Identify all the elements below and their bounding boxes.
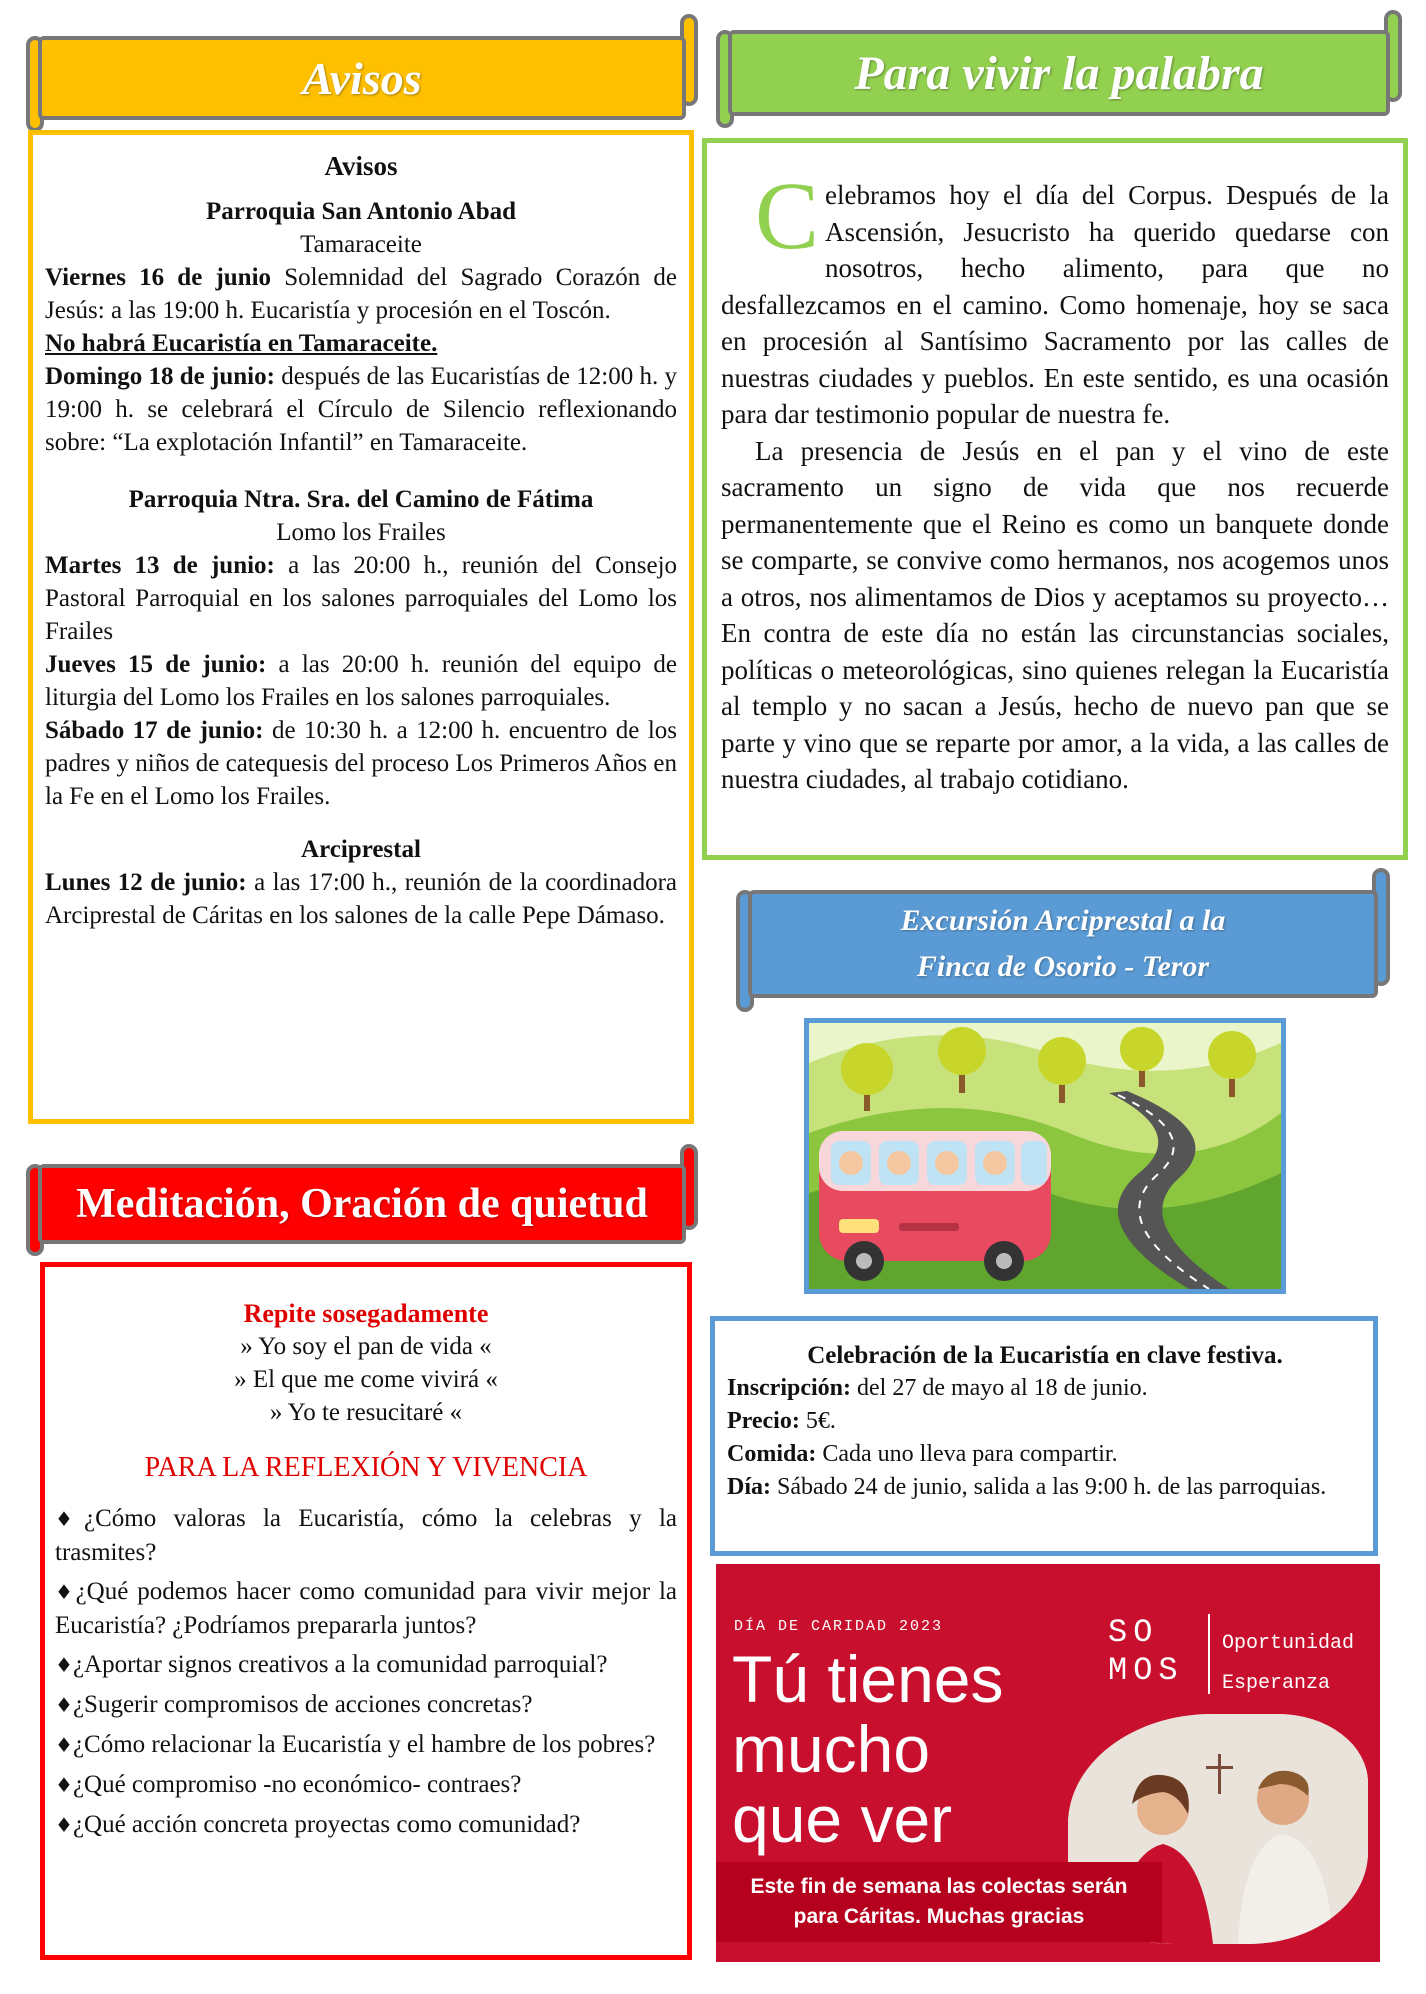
bus-illustration	[804, 1018, 1286, 1294]
meditacion-box	[40, 1262, 692, 1960]
parish-name: Parroquia San Antonio Abad	[205, 198, 517, 225]
question-item: ♦¿Qué podemos hacer como comunidad para vivir mejor la Eucaristía? ¿Podríamos prepararla juntos?	[55, 1578, 677, 1639]
notice-item: Lunes 12 de junio: a las 17:00 h., reunión de la coordinadora Arciprestal de Cáritas en los salones de la calle Pepe Dámaso.	[45, 869, 678, 929]
question-item: ♦¿Qué acción concreta proyectas como comunidad?	[55, 1811, 581, 1838]
info-line: Día: Sábado 24 de junio, salida a las 9:00 h. de las parroquias.	[727, 1474, 1327, 1500]
parish-name: Parroquia Ntra. Sra. del Camino de Fátima	[128, 486, 594, 513]
avisos-box	[28, 130, 694, 1124]
arciprestal-heading: Arciprestal	[301, 836, 421, 863]
excursion-title-line: Excursión Arciprestal a la	[900, 904, 1226, 937]
mantra-line: » Yo te resucitaré «	[269, 1399, 463, 1426]
diamond-icon: ♦	[55, 1507, 84, 1531]
diamond-icon: ♦	[55, 1733, 73, 1757]
palabra-banner	[716, 10, 1402, 128]
excursion-banner-title	[748, 890, 1378, 998]
notice-item: Jueves 15 de junio: a las 20:00 h. reunión del equipo de liturgia del Lomo los Frailes en los salones parroquiales.	[45, 651, 678, 711]
palabra-banner-title: Para vivir la palabra	[854, 46, 1264, 100]
avisos-banner	[26, 14, 698, 132]
caritas-kicker: DÍA DE CARIDAD 2023	[734, 1618, 944, 1635]
palabra-paragraph: La presencia de Jesús en el pan y el vino de este sacramento un signo de vida que nos recuerde permanentemente que el Reino es como un banquete donde se comparte, se convive como hermanos, nos acogemos unos a otros, nos alimentamos de Dios y aceptamos su proyecto… En contra de este día no están las circunstancias sociales, políticas o meteorológicas, sino quienes relegan la Eucaristía al templo y no sacan a Jesús, hecho de nuevo pan que se parte y vino que se reparte por amor, a la vida, a las calles de nuestra ciudades, al trabajo cotidiano.	[721, 435, 1389, 794]
caritas-words: Oportunidad Esperanza	[1222, 1632, 1355, 1695]
avisos-banner-title: Avisos	[302, 52, 422, 104]
palabra-paragraph: C elebramos hoy el día del Corpus. Después de la Ascensión, Jesucristo ha querido quedarse con nosotros, hecho alimento, para que no desfallezcamos en el camino. Como homenaje, hoy se saca en procesión al Santísimo Sacramento por las calles de nuestras ciudades y pueblos. En este sentido, es una ocasión para dar testimonio popular de nuestra fe.	[721, 162, 1389, 429]
caritas-slogan: Tú tienes mucho que ver	[732, 1642, 1004, 1856]
info-line: Comida: Cada uno lleva para compartir.	[727, 1441, 1118, 1467]
caritas-footer: Este fin de semana las colectas serán para Cáritas. Muchas gracias	[716, 1862, 1162, 1942]
parish-place: Lomo los Frailes	[276, 519, 446, 546]
question-item: ♦¿Aportar signos creativos a la comunidad parroquial?	[55, 1651, 608, 1678]
info-line: Precio: 5€.	[727, 1408, 836, 1434]
info-line: Inscripción: del 27 de mayo al 18 de junio.	[727, 1375, 1148, 1401]
notice-warning: No habrá Eucaristía en Tamaraceite.	[45, 330, 438, 357]
question-item: ♦¿Cómo relacionar la Eucaristía y el hambre de los pobres?	[55, 1731, 656, 1758]
diamond-icon: ♦	[55, 1693, 73, 1717]
question-item: ♦¿Qué compromiso -no económico- contraes?	[55, 1771, 522, 1798]
diamond-icon: ♦	[55, 1773, 73, 1797]
notice-item: Martes 13 de junio: a las 20:00 h., reunión del Consejo Pastoral Parroquial en los salones parroquiales del Lomo los Frailes	[45, 552, 678, 645]
diamond-icon: ♦	[55, 1813, 73, 1837]
caritas-somos: SO MOS	[1108, 1614, 1184, 1689]
mantra-line: » Yo soy el pan de vida «	[240, 1333, 492, 1360]
notice-item: Viernes 16 de junio Solemnidad del Sagrado Corazón de Jesús: a las 19:00 h. Eucaristía y procesión en el Toscón.	[45, 264, 678, 324]
reflexion-heading: PARA LA REFLEXIÓN Y VIVENCIA	[144, 1452, 588, 1483]
caritas-ad	[716, 1564, 1380, 1962]
question-item: ♦¿Cómo valoras la Eucaristía, cómo la celebras y la trasmites?	[55, 1505, 677, 1566]
excursion-heading: Celebración de la Eucaristía en clave festiva.	[807, 1342, 1283, 1369]
meditacion-heading: Repite sosegadamente	[243, 1299, 489, 1328]
excursion-title-line: Finca de Osorio - Teror	[916, 950, 1210, 983]
excursion-banner	[736, 868, 1390, 1014]
bus-image	[809, 1023, 1281, 1289]
mantra-line: » El que me come vivirá «	[234, 1366, 498, 1393]
notice-item: Sábado 17 de junio: de 10:30 h. a 12:00 h. encuentro de los padres y niños de catequesis del proceso Los Primeros Años en la Fe en el Lomo los Frailes.	[45, 717, 678, 810]
diamond-icon: ♦	[55, 1653, 73, 1677]
meditacion-banner	[26, 1144, 698, 1256]
question-item: ♦¿Sugerir compromisos de acciones concretas?	[55, 1691, 533, 1718]
palabra-box	[702, 138, 1408, 860]
dropcap-letter: C	[755, 162, 820, 269]
excursion-info-box	[710, 1316, 1378, 1556]
notice-item: Domingo 18 de junio: después de las Eucaristías de 12:00 h. y 19:00 h. se celebrará el Círculo de Silencio reflexionando sobre: “La explotación Infantil” en Tamaraceite.	[45, 363, 677, 456]
meditacion-banner-title: Meditación, Oración de quietud	[76, 1181, 648, 1227]
parish-place: Tamaraceite	[300, 231, 422, 258]
avisos-heading: Avisos	[324, 151, 398, 181]
bus-icon	[819, 1131, 1051, 1281]
diamond-icon: ♦	[55, 1580, 76, 1604]
